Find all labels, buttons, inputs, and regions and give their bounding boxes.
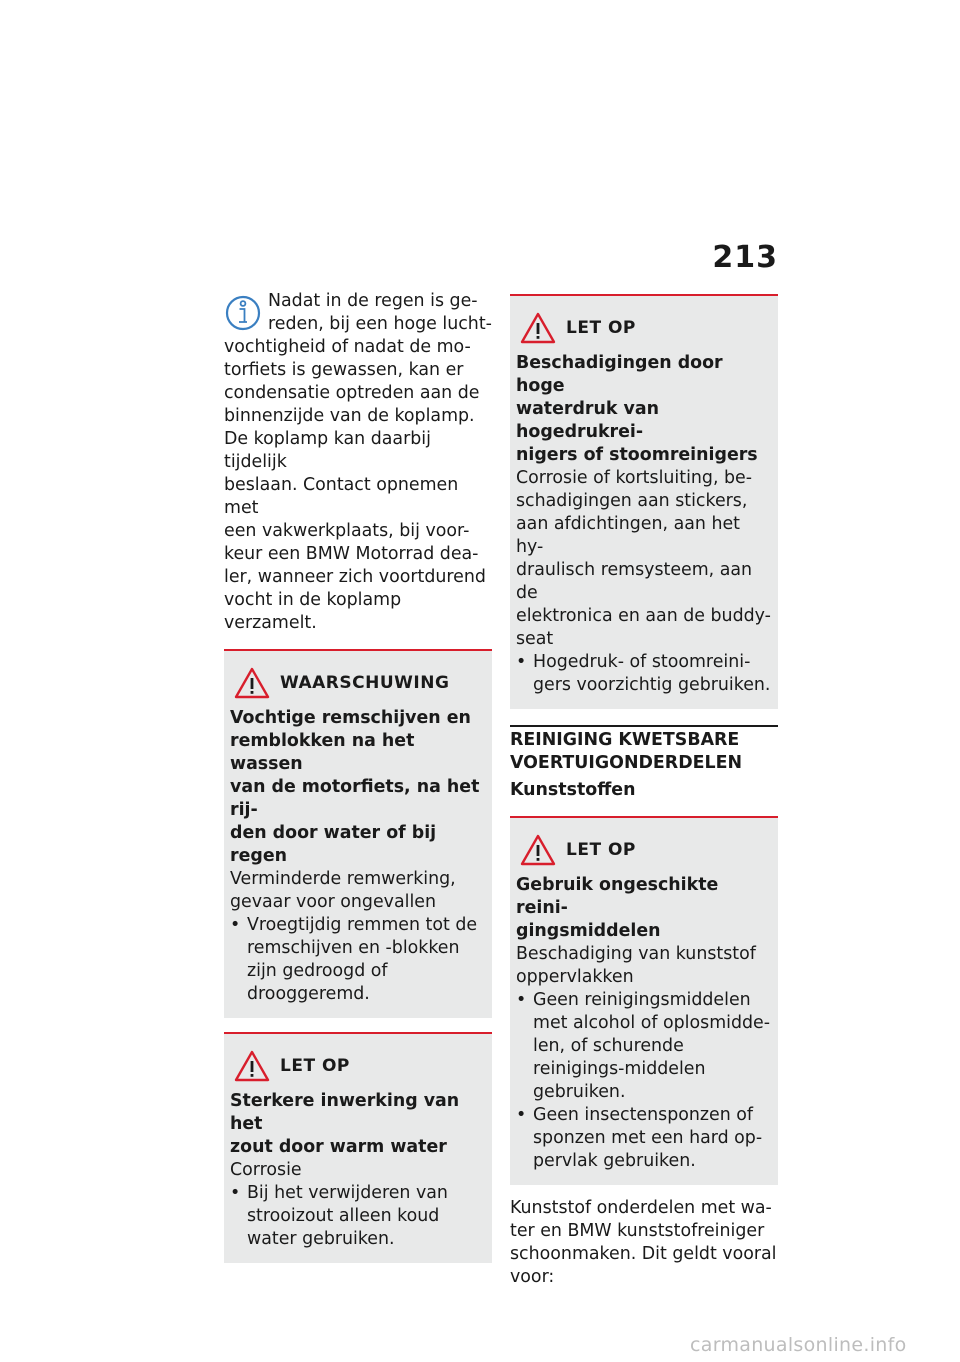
page-number: 213 [712,240,778,275]
info-line: binnenzijde van de koplamp. [224,406,475,426]
caution-box-header [230,1046,486,1086]
warning-bold-line: remblokken na het wassen [230,731,415,774]
warning-box-title: WAARSCHUWING [280,673,450,693]
caution-box-header [516,830,772,870]
caution-bold-line: Gebruik ongeschikte reini- [516,875,719,918]
caution-text-line: Corrosie of kortsluiting, be- [516,468,753,488]
closing-line: ter en BMW kunststofreiniger [510,1221,765,1241]
list-item: • Hogedruk- of stoomreini-gers voorzichtig gebruiken. [516,651,772,697]
caution-text-line: seat [516,629,554,649]
caution-box [510,294,778,709]
info-icon [224,292,262,332]
warning-box-header [230,663,486,703]
list-item: • Bij het verwijderen van strooizout alleen koud water gebruiken. [230,1182,486,1251]
caution-bullets [516,989,772,1173]
info-line: ler, wanneer zich voortdurend [224,567,486,587]
list-item: • Vroegtijdig remmen tot de remschijven en -blokken zijn gedroogd of drooggeremd. [230,914,486,1006]
list-item: • Geen reinigingsmiddelen met alcohol of oplosmidde-len, of schurende reinigings-middelen gebruiken. [516,989,772,1104]
caution-text-line: Corrosie [230,1160,302,1180]
caution-bold-line: Beschadigingen door hoge [516,353,723,396]
caution-text-line: oppervlakken [516,967,634,987]
warning-triangle-icon [234,666,270,700]
info-line: Nadat in de regen is ge- [268,291,478,311]
warning-box [224,649,492,1018]
closing-line: Kunststof onderdelen met wa- [510,1198,772,1218]
info-note [224,290,492,635]
section-heading-line: REINIGING KWETSBARE [510,730,740,750]
caution-text-line: elektronica en aan de buddy- [516,606,771,626]
section-heading [510,725,778,775]
warning-text-line: Verminderde remwerking, [230,869,456,889]
info-line: vocht in de koplamp verzamelt. [224,590,402,633]
caution-text-line: schadigingen aan stickers, [516,491,748,511]
info-line: beslaan. Contact opnemen met [224,475,459,518]
right-column [510,290,778,1289]
warning-triangle-icon [234,1049,270,1083]
caution-box [224,1032,492,1263]
caution-bullets [516,651,772,697]
closing-line: schoonmaken. Dit geldt vooral [510,1244,777,1264]
warning-triangle-icon [520,833,556,867]
warning-text-line: gevaar voor ongevallen [230,892,437,912]
warning-bold-line: den door water of bij regen [230,823,437,866]
caution-text-line: Beschadiging van kunststof [516,944,756,964]
section-heading-line: VOERTUIGONDERDELEN [510,753,743,773]
watermark: carmanualsonline.info [690,1334,907,1356]
closing-line: voor: [510,1267,555,1287]
info-line: De koplamp kan daarbij tijdelijk [224,429,431,472]
caution-text-line: aan afdichtingen, aan het hy- [516,514,740,557]
list-item: • Geen insectensponzen of sponzen met een hard op-pervlak gebruiken. [516,1104,772,1173]
info-line: torfiets is gewassen, kan er [224,360,464,380]
warning-bold-line: Vochtige remschijven en [230,708,471,728]
info-line: een vakwerkplaats, bij voor- [224,521,470,541]
left-column [224,290,492,1263]
caution-bullets [230,1182,486,1251]
caution-bold-line: nigers of stoomreinigers [516,445,758,465]
caution-text-line: draulisch remsysteem, aan de [516,560,753,603]
caution-box-title: LET OP [280,1056,350,1076]
caution-bold-line: gingsmiddelen [516,921,661,941]
info-line: condensatie optreden aan de [224,383,480,403]
info-line: vochtigheid of nadat de mo- [224,337,471,357]
closing-paragraph [510,1197,778,1289]
caution-box-title: LET OP [566,318,636,338]
warning-bold-line: van de motorfiets, na het rij- [230,777,480,820]
info-line: reden, bij een hoge lucht- [268,314,492,334]
subheading: Kunststoffen [510,780,636,800]
caution-bold-line: zout door warm water [230,1137,447,1157]
caution-bold-line: Sterkere inwerking van het [230,1091,460,1134]
info-line: keur een BMW Motorrad dea- [224,544,479,564]
caution-box [510,816,778,1185]
warning-bullets [230,914,486,1006]
caution-bold-line: waterdruk van hogedrukrei- [516,399,659,442]
warning-triangle-icon [520,311,556,345]
caution-box-title: LET OP [566,840,636,860]
caution-box-header [516,308,772,348]
